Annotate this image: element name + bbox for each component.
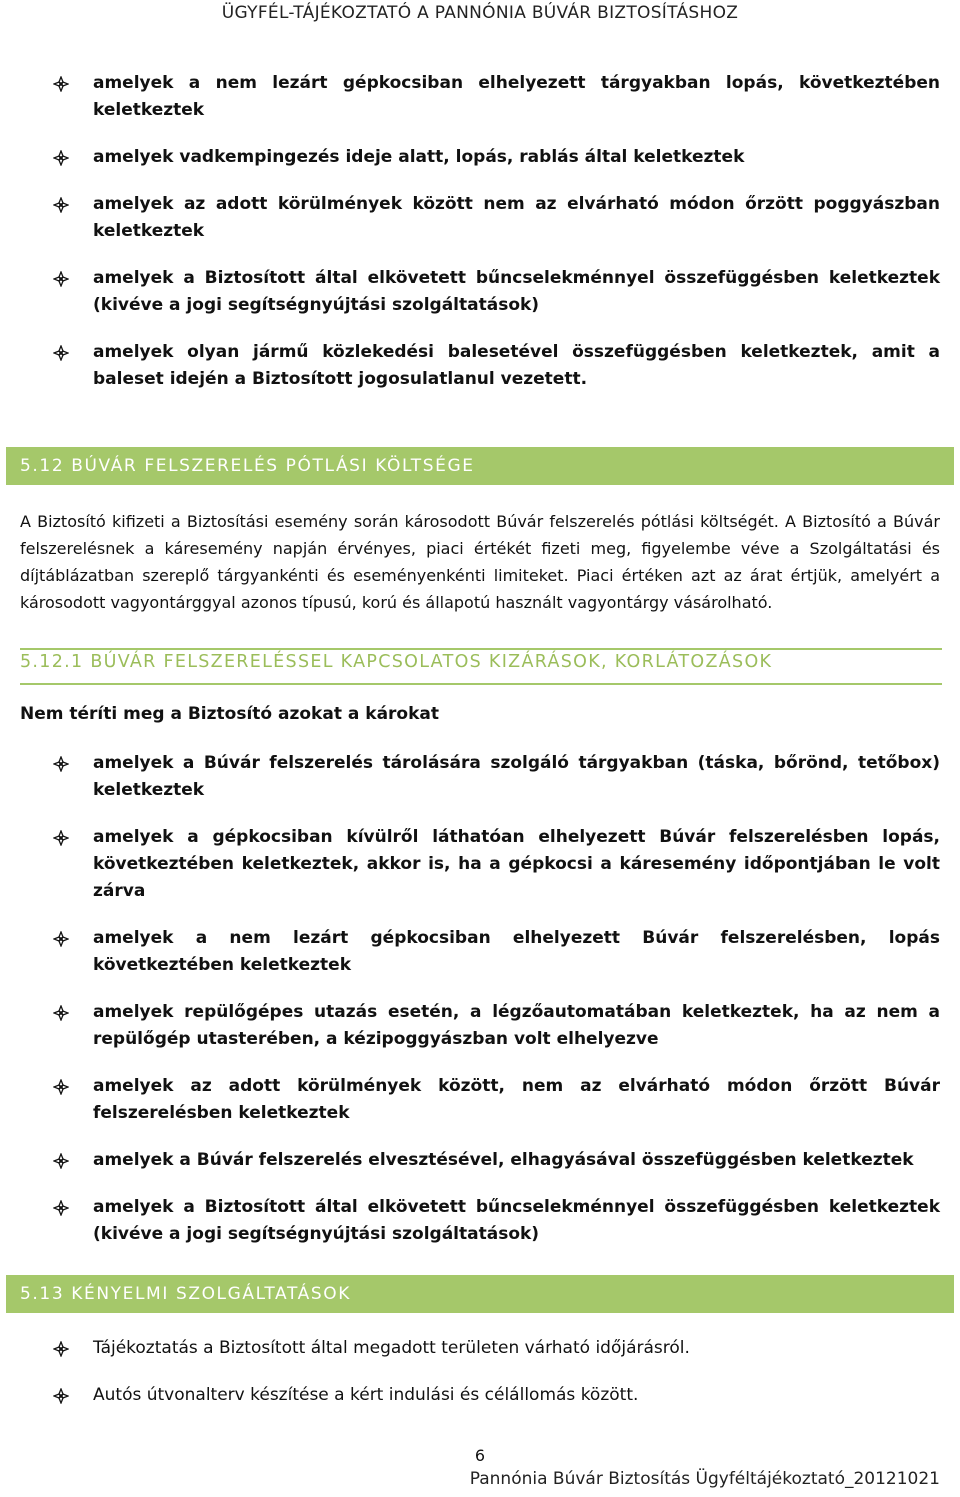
subsection-rule-bottom	[20, 683, 942, 685]
subsection-lead: Nem téríti meg a Biztosító azokat a károkat	[20, 704, 440, 724]
section-body: A Biztosító kifizeti a Biztosítási esemény során károsodott Búvár felszerelés pótlási költségét. A Biztosító a Búvár felszerelésnek a káresemény napján érvényes, piaci értékét fizeti meg, figyelembe véve a Szolgáltatási és díjtáblázatban szereplő tárgyankénti és eseményenkénti limiteket. Piaci értéken azt az árat értjük, amelyért a károsodott vagyontárggyal azonos típusú, korú és állapotú használt vagyontárgy vásárolható.	[20, 512, 940, 612]
comfort-services-list	[0, 1335, 960, 1429]
section-title: 5.12 BÚVÁR FELSZERELÉS PÓTLÁSI KÖLTSÉGE	[20, 456, 475, 476]
section-heading-band	[6, 1275, 954, 1313]
list-item: amelyek az adott körülmények között, nem az elvárható módon őrzött Búvár felszerelésben keletkeztek	[0, 1073, 960, 1127]
list-item: amelyek a gépkocsiban kívülről láthatóan elhelyezett Búvár felszerelésben lopás, következtében keletkeztek, akkor is, ha a gépkocsi a káresemény időpontjában le volt zárva	[0, 824, 960, 905]
diamond-bullet-icon	[53, 197, 69, 213]
list-item: amelyek a Biztosított által elkövetett bűncselekménnyel összefüggésben keletkeztek (kivéve a jogi segítségnyújtási szolgáltatások)	[0, 1194, 960, 1248]
subsection-title: 5.12.1 BÚVÁR FELSZERELÉSSEL KAPCSOLATOS KIZÁRÁSOK, KORLÁTOZÁSOK	[20, 652, 773, 672]
list-item: amelyek a nem lezárt gépkocsiban elhelyezett Búvár felszerelésben, lopás következtében keletkeztek	[0, 925, 960, 979]
list-item: amelyek vadkempingezés ideje alatt, lopás, rablás által keletkeztek	[0, 144, 960, 171]
exclusion-list-diving	[0, 750, 960, 1268]
diamond-bullet-icon	[53, 271, 69, 287]
diamond-bullet-icon	[53, 76, 69, 92]
diamond-bullet-icon	[53, 931, 69, 947]
list-item: amelyek az adott körülmények között nem az elvárható módon őrzött poggyászban keletkeztek	[0, 191, 960, 245]
diamond-bullet-icon	[53, 1341, 69, 1357]
page-footer: Pannónia Búvár Biztosítás Ügyféltájékoztató_20121021	[469, 1469, 940, 1489]
diamond-bullet-icon	[53, 1005, 69, 1021]
list-item: Autós útvonalterv készítése a kért indulási és célállomás között.	[0, 1382, 960, 1409]
exclusion-list-general	[0, 70, 960, 413]
list-item: amelyek a nem lezárt gépkocsiban elhelyezett tárgyakban lopás, következtében keletkeztek	[0, 70, 960, 124]
diamond-bullet-icon	[53, 1079, 69, 1095]
list-item: Tájékoztatás a Biztosított által megadott területen várható időjárásról.	[0, 1335, 960, 1362]
list-item: amelyek a Búvár felszerelés tárolására szolgáló tárgyakban (táska, bőrönd, tetőbox) keletkeztek	[0, 750, 960, 804]
diamond-bullet-icon	[53, 830, 69, 846]
page-header: ÜGYFÉL-TÁJÉKOZTATÓ A PANNÓNIA BÚVÁR BIZTOSÍTÁSHOZ	[221, 3, 739, 23]
diamond-bullet-icon	[53, 1153, 69, 1169]
diamond-bullet-icon	[53, 150, 69, 166]
diamond-bullet-icon	[53, 756, 69, 772]
section-heading-band	[6, 447, 954, 485]
page-number: 6	[474, 1446, 486, 1465]
list-item: amelyek a Búvár felszerelés elvesztésével, elhagyásával összefüggésben keletkeztek	[0, 1147, 960, 1174]
section-title: 5.13 KÉNYELMI SZOLGÁLTATÁSOK	[20, 1284, 351, 1304]
diamond-bullet-icon	[53, 345, 69, 361]
diamond-bullet-icon	[53, 1388, 69, 1404]
list-item: amelyek a Biztosított által elkövetett bűncselekménnyel összefüggésben keletkeztek (kivéve a jogi segítségnyújtási szolgáltatások)	[0, 265, 960, 319]
list-item: amelyek olyan jármű közlekedési balesetével összefüggésben keletkeztek, amit a baleset idején a Biztosított jogosulatlanul vezetett.	[0, 339, 960, 393]
list-item: amelyek repülőgépes utazás esetén, a légzőautomatában keletkeztek, ha az nem a repülőgép utasterében, a kézipoggyászban volt elhelyezve	[0, 999, 960, 1053]
diamond-bullet-icon	[53, 1200, 69, 1216]
subsection-rule-top	[20, 648, 942, 650]
